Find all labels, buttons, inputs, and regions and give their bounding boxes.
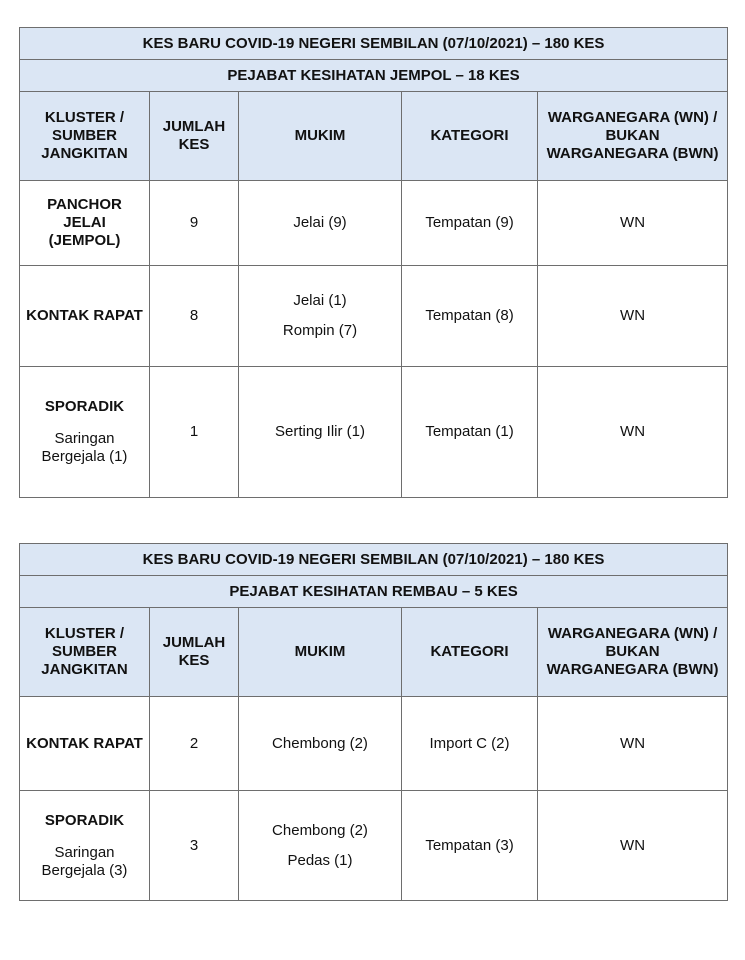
table-title: KES BARU COVID-19 NEGERI SEMBILAN (07/10/2021) – 180 KES (20, 28, 728, 60)
table-row (20, 791, 728, 901)
header-cluster: KLUSTER / SUMBER JANGKITAN (20, 92, 150, 181)
column-header-row (20, 92, 728, 181)
mukim-cell (239, 791, 402, 901)
rembau-case-table (19, 543, 728, 901)
count-cell: 8 (150, 266, 239, 367)
table-title-row (20, 28, 728, 60)
count-cell: 1 (150, 367, 239, 498)
cluster-name: PANCHOR JELAI (JEMPOL) (47, 196, 122, 249)
cluster-cell (20, 697, 150, 791)
header-mukim: MUKIM (239, 608, 402, 697)
header-mukim: MUKIM (239, 92, 402, 181)
count-cell: 3 (150, 791, 239, 901)
cluster-name: KONTAK RAPAT (26, 734, 143, 752)
mukim-cell (239, 266, 402, 367)
mukim-entry: Chembong (2) (272, 821, 368, 839)
citizenship-cell: WN (538, 266, 728, 367)
office-title: PEJABAT KESIHATAN JEMPOL – 18 KES (20, 60, 728, 92)
cluster-cell (20, 791, 150, 901)
mukim-entry: Jelai (1) (293, 292, 347, 309)
table-row (20, 181, 728, 266)
kategori-cell: Tempatan (9) (402, 181, 538, 266)
mukim-entry: Pedas (1) (287, 851, 353, 869)
mukim-cell: Jelai (9) (239, 181, 402, 266)
citizenship-cell: WN (538, 791, 728, 901)
column-header-row (20, 608, 728, 697)
citizenship-cell: WN (538, 697, 728, 791)
header-citizenship: WARGANEGARA (WN) / BUKAN WARGANEGARA (BWN) (538, 608, 728, 697)
office-row (20, 60, 728, 92)
citizenship-cell: WN (538, 367, 728, 498)
header-citizenship: WARGANEGARA (WN) / BUKAN WARGANEGARA (BWN) (538, 92, 728, 181)
jempol-case-table (19, 27, 728, 498)
cluster-name: SPORADIK (44, 811, 125, 829)
mukim-cell: Serting Ilir (1) (239, 367, 402, 498)
count-cell: 9 (150, 181, 239, 266)
header-count: JUMLAH KES (150, 92, 239, 181)
count-cell: 2 (150, 697, 239, 791)
kategori-cell: Tempatan (8) (402, 266, 538, 367)
office-title: PEJABAT KESIHATAN REMBAU – 5 KES (20, 576, 728, 608)
mukim-cell: Chembong (2) (239, 697, 402, 791)
office-row (20, 576, 728, 608)
kategori-cell: Import C (2) (402, 697, 538, 791)
cluster-cell (20, 181, 150, 266)
cluster-name: SPORADIK (44, 398, 125, 415)
table-title-row (20, 544, 728, 576)
kategori-cell: Tempatan (1) (402, 367, 538, 498)
kategori-cell: Tempatan (3) (402, 791, 538, 901)
table-row (20, 367, 728, 498)
cluster-detail: Saringan Bergejala (3) (41, 843, 128, 879)
header-count: JUMLAH KES (150, 608, 239, 697)
table-row (20, 266, 728, 367)
table-row (20, 697, 728, 791)
header-kategori: KATEGORI (402, 92, 538, 181)
header-cluster: KLUSTER / SUMBER JANGKITAN (20, 608, 150, 697)
citizenship-cell: WN (538, 181, 728, 266)
table-title: KES BARU COVID-19 NEGERI SEMBILAN (07/10/2021) – 180 KES (20, 544, 728, 576)
header-kategori: KATEGORI (402, 608, 538, 697)
cluster-cell (20, 266, 150, 367)
cluster-name: KONTAK RAPAT (26, 307, 143, 324)
mukim-entry: Rompin (7) (282, 322, 358, 339)
cluster-cell (20, 367, 150, 498)
cluster-detail: Saringan Bergejala (1) (41, 430, 128, 465)
